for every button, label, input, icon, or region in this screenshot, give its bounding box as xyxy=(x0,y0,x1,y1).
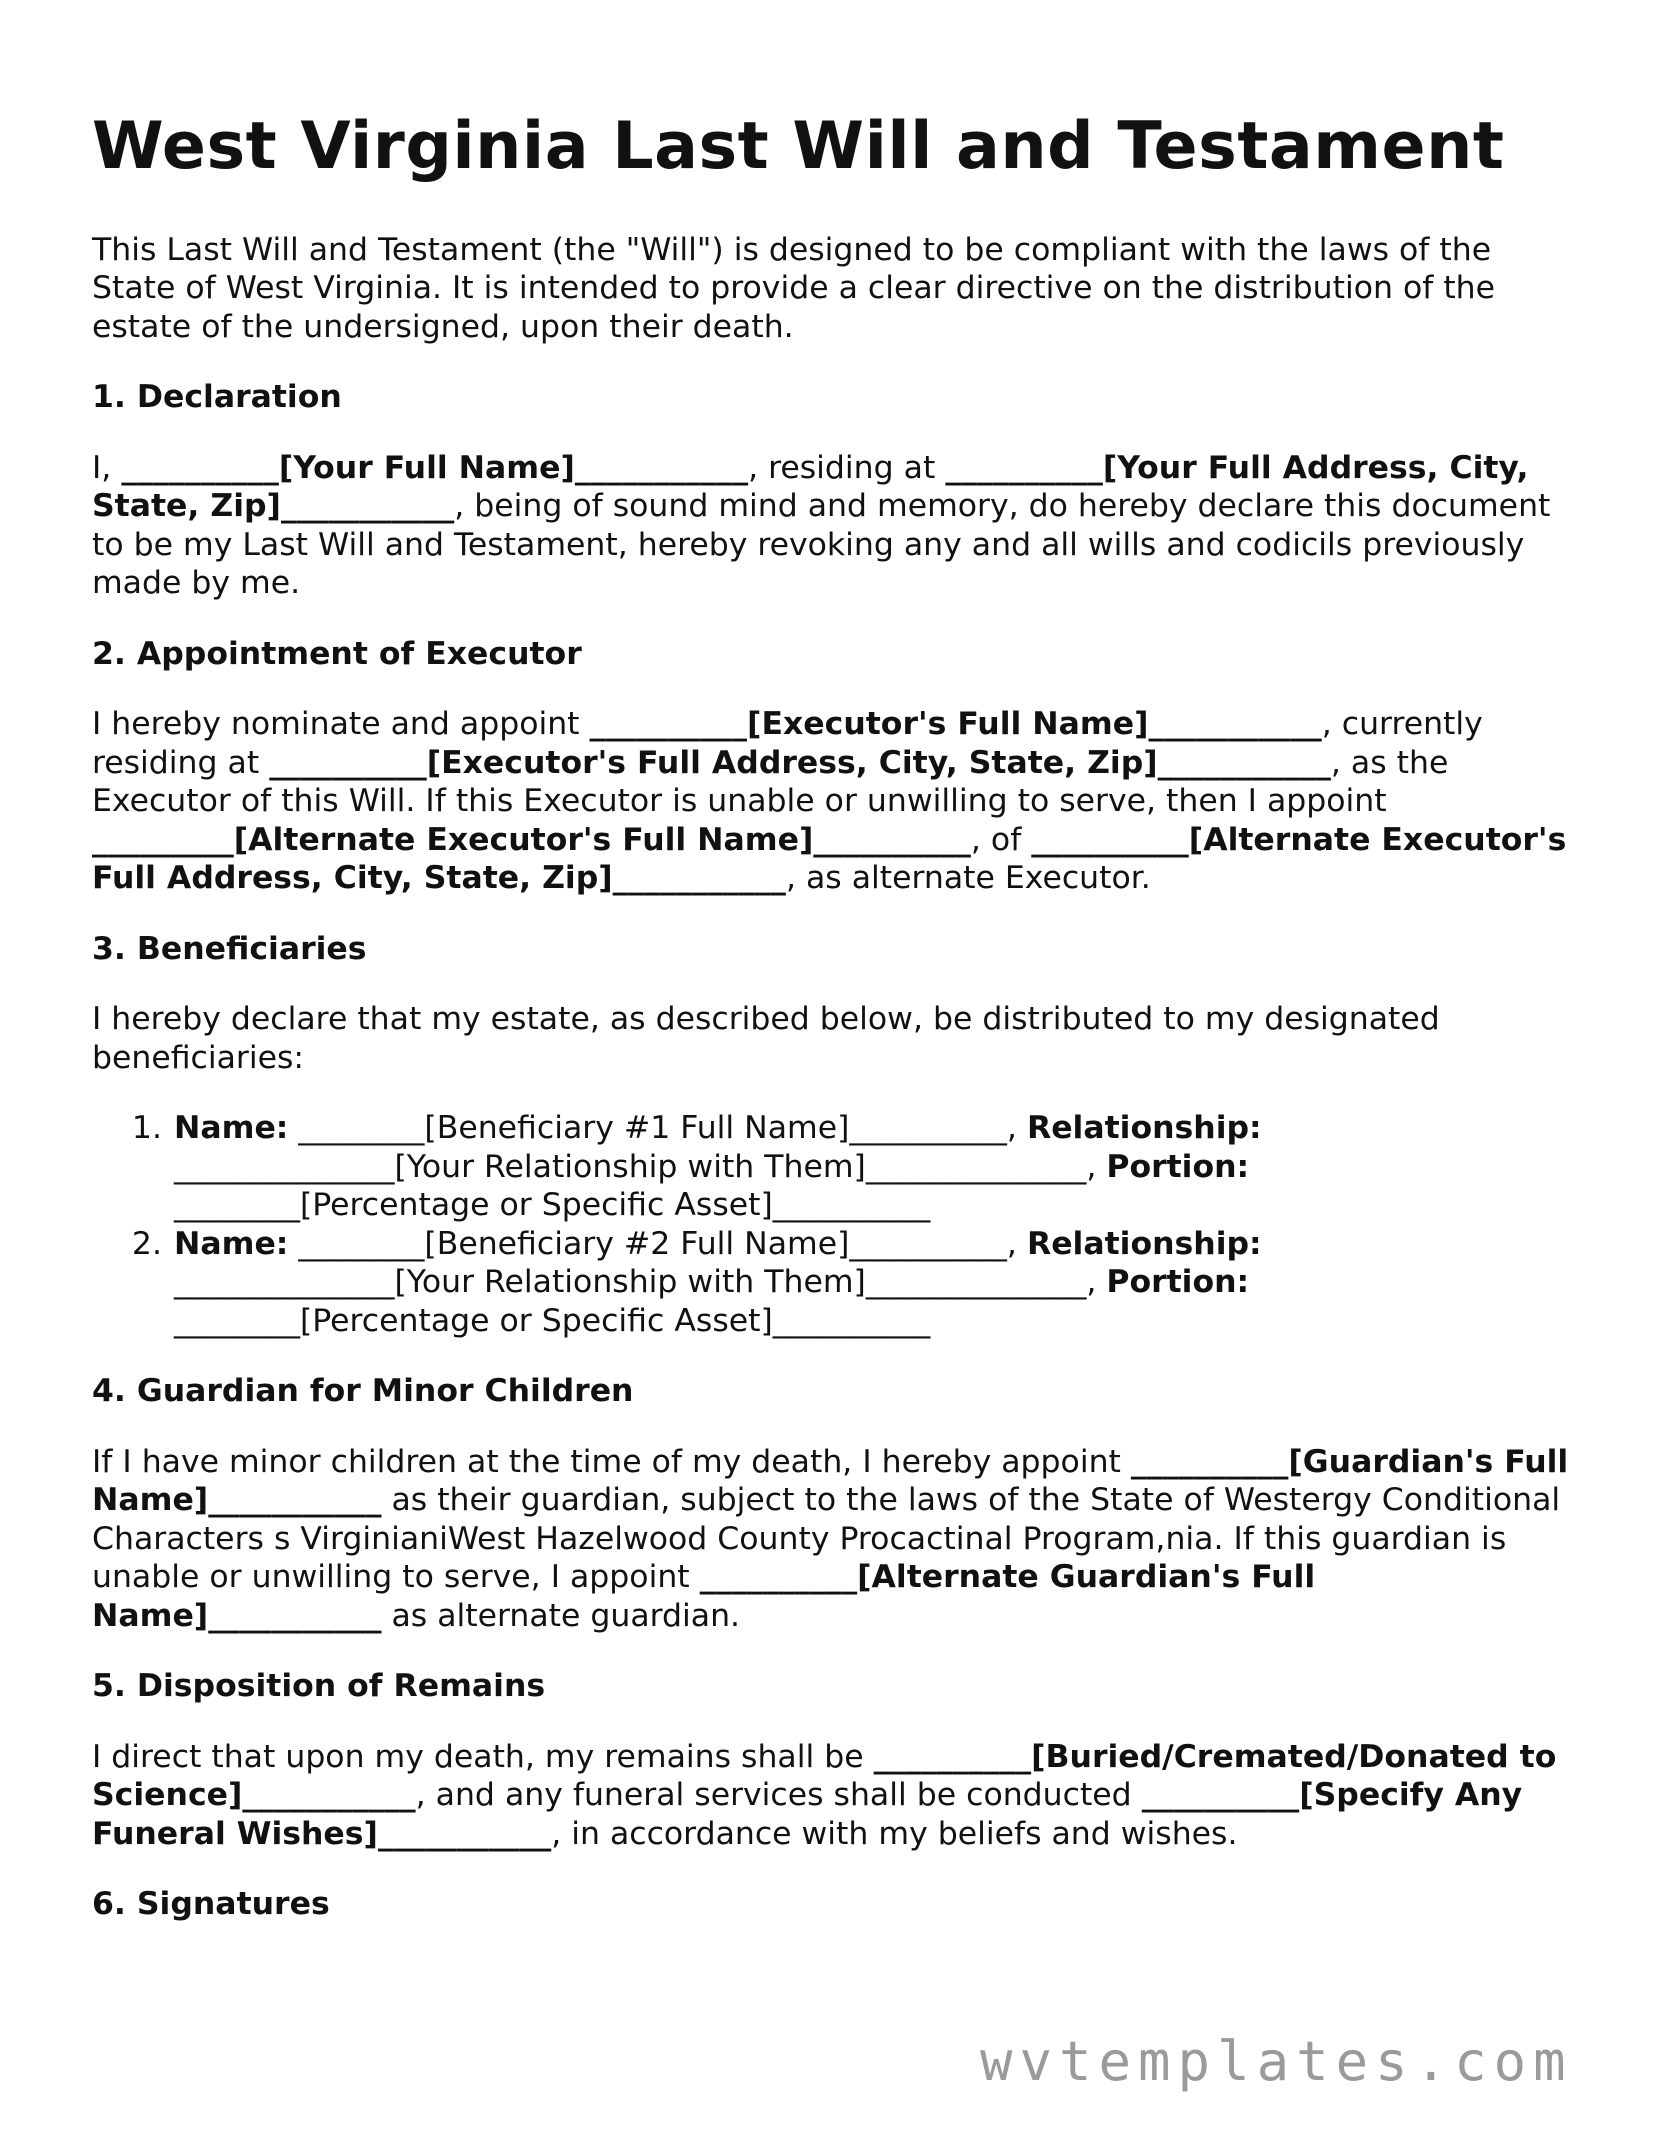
alternate-executor-name-field: _________[Alternate Executor's Full Name]__________ xyxy=(92,821,971,858)
alternate-guardian-name-field: __________[Alternate Guardian's Full Name]___________ xyxy=(92,1559,1316,1634)
full-address-field: __________[Your Full Address, City, State, Zip]___________ xyxy=(92,449,1529,525)
section-heading-beneficiaries: 3. Beneficiaries xyxy=(92,930,367,967)
executor-paragraph: I hereby nominate and appoint __________[Executor's Full Name]___________, currently residing at __________[Executor's Full Address, City, State, Zip]___________, as the Executor of this Will. If this Executor is unable or unwilling to serve, then I appoint _________[Alternate Executor's Full Name]__________, of __________[Alternate Executor's Full Address, City, State, Zip]___________, as alternate Executor. xyxy=(92,706,1567,897)
beneficiary-list xyxy=(92,1109,1572,1340)
document-page xyxy=(92,110,1572,1956)
alternate-executor-address-field: __________[Alternate Executor's Full Address, City, State, Zip]___________ xyxy=(92,821,1567,897)
executor-name-field: __________[Executor's Full Name]___________ xyxy=(589,706,1322,743)
guardian-paragraph: If I have minor children at the time of my death, I hereby appoint __________[Guardian's Full Name]___________ as their guardian, subject to the laws of the State of Westergy Conditional Characters s VirginianiWest Hazelwood County Procactinal Program,nia. If this guardian is unable or unwilling to serve, I appoint __________[Alternate Guardian's Full Name]___________ as alternate guardian. xyxy=(92,1443,1569,1634)
section-heading-guardian: 4. Guardian for Minor Children xyxy=(92,1373,634,1410)
declaration-paragraph: I, __________[Your Full Name]___________, residing at __________[Your Full Address, City, State, Zip]___________, being of sound mind and memory, do hereby declare this document to be my Last Will and Testament, hereby revoking any and all wills and codicils previously made by me. xyxy=(92,449,1551,602)
section-heading-signatures: 6. Signatures xyxy=(92,1886,330,1923)
list-item: 1. Name: ________[Beneficiary #1 Full Name]__________, Relationship: ______________[Your Relationship with Them]______________, Portion: ________[Percentage or Specific Asset]__________ xyxy=(172,1109,1414,1225)
executor-address-field: __________[Executor's Full Address, City, State, Zip]___________ xyxy=(269,744,1331,781)
guardian-name-field: __________[Guardian's Full Name]___________ xyxy=(92,1443,1569,1519)
intro-paragraph: This Last Will and Testament (the "Will") is designed to be compliant with the laws of the State of West Virginia. It is intended to provide a clear directive on the distribution of the estate of the undersigned, upon their death. xyxy=(92,231,1496,345)
beneficiaries-intro: I hereby declare that my estate, as described below, be distributed to my designated beneficiaries: xyxy=(92,1001,1440,1076)
document-title: West Virginia Last Will and Testament xyxy=(92,109,1505,184)
section-heading-declaration: 1. Declaration xyxy=(92,379,342,416)
section-heading-remains: 5. Disposition of Remains xyxy=(92,1668,546,1705)
list-item: 2. Name: ________[Beneficiary #2 Full Name]__________, Relationship: ______________[Your Relationship with Them]______________, Portion: ________[Percentage or Specific Asset]__________ xyxy=(172,1225,1414,1341)
watermark: wvtemplates.com xyxy=(980,2030,1573,2093)
full-name-field: __________[Your Full Name]___________ xyxy=(121,449,749,486)
section-heading-executor: 2. Appointment of Executor xyxy=(92,635,582,672)
remains-disposition-field: __________[Buried/Cremated/Donated to Science]___________ xyxy=(92,1738,1557,1814)
remains-paragraph: I direct that upon my death, my remains shall be __________[Buried/Cremated/Donated to Science]___________, and any funeral services shall be conducted __________[Specify Any Funeral Wishes]___________, in accordance with my beliefs and wishes. xyxy=(92,1738,1557,1852)
funeral-wishes-field: __________[Specify Any Funeral Wishes]___________ xyxy=(92,1777,1523,1852)
